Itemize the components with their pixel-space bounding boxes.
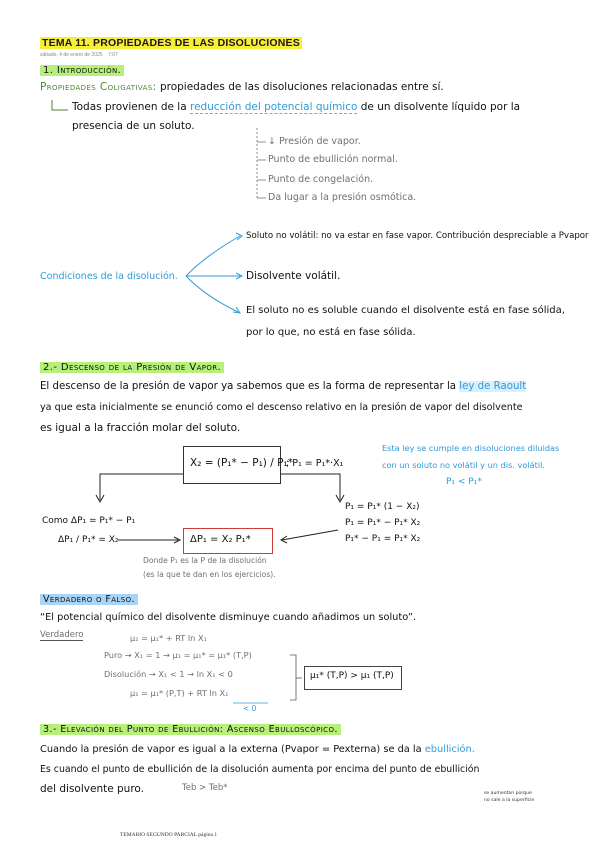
page-footer: TEMARIO SEGUNDO PARCIAL página 1 bbox=[120, 832, 218, 838]
lead-text: propiedades de las disoluciones relacionadas entre sí. bbox=[159, 81, 444, 93]
derivation-right-1: P₁ = P₁* (1 − X₂) bbox=[345, 502, 420, 512]
item-punto-congelacion: Punto de congelación. bbox=[268, 174, 374, 185]
section1-line3: presencia de un soluto. bbox=[72, 120, 195, 132]
section3-heading-text: 3.- Elevación del Punto de Ebullición: Ascenso Ebulloscópico. bbox=[40, 724, 341, 735]
section1-line2 bbox=[72, 101, 520, 113]
section2-heading bbox=[40, 362, 224, 373]
section2-p1b: ya que esta inicialmente se enunció como el descenso relativo en la presión de vapor del disolvente bbox=[40, 402, 523, 413]
conditions-arrow-up bbox=[186, 236, 240, 276]
side-note-1: se aumentan porque bbox=[484, 791, 532, 796]
truefalse-bracket bbox=[290, 655, 296, 700]
eq-puro: Puro → X₁ = 1 → μ₁ = μ₁* = μ₁* (T,P) bbox=[104, 650, 252, 660]
truefalse-heading bbox=[40, 594, 138, 605]
section3-heading bbox=[40, 724, 341, 735]
section3-p1a: Cuando la presión de vapor es igual a la externa (Pvapor = Pexterna) se da la bbox=[40, 744, 422, 755]
condition-disolvente-volatil: Disolvente volátil. bbox=[246, 270, 341, 282]
eq-mu1-pt: μ₁ = μ₁* (P,T) + RT ln X₁ bbox=[130, 688, 229, 698]
condition-soluto-no-soluble-a: El soluto no es soluble cuando el disolvente está en fase sólida, bbox=[246, 305, 565, 316]
derivation-left-1: Como ΔP₁ = P₁* − P₁ bbox=[42, 516, 136, 526]
section2-heading-text: 2.- Descenso de la Presión de Vapor. bbox=[40, 362, 224, 373]
truefalse-heading-text: Verdadero o Falso. bbox=[40, 594, 138, 605]
section1-lead bbox=[40, 81, 444, 93]
note-p1-menor: P₁ < P₁* bbox=[446, 477, 482, 487]
section3-p2: Es cuando el punto de ebullición de la disolución aumenta por encima del punto de ebullición bbox=[40, 764, 480, 775]
time-text: 7:07 bbox=[108, 52, 118, 58]
line2-pre: Todas provienen de la bbox=[72, 101, 187, 113]
side-note-2: no sale a la superficie bbox=[484, 798, 535, 803]
section1-heading-text: 1. Introducción. bbox=[40, 65, 124, 76]
condition-soluto-no-soluble-b: por lo que, no está en fase sólida. bbox=[246, 327, 416, 338]
truefalse-answer: Verdadero bbox=[40, 630, 84, 640]
lead-label: Propiedades Coligativas: bbox=[40, 81, 157, 93]
note-ley-diluidas: Esta ley se cumple en disoluciones diluidas bbox=[382, 443, 560, 453]
teb-inequality: Teb > Teb* bbox=[182, 783, 228, 793]
bracket-arrow-todas bbox=[52, 100, 68, 110]
eq-mu1: μ₁ = μ₁* + RT ln X₁ bbox=[130, 633, 207, 643]
formula-arrow-left bbox=[100, 474, 183, 500]
conditions-label: Condiciones de la disolución. bbox=[40, 271, 178, 282]
truefalse-quote: “El potencial químico del disolvente disminuye cuando añadimos un soluto”. bbox=[40, 612, 417, 623]
date-text: sábado, 4 de enero de 2025 bbox=[40, 52, 103, 58]
section1-heading bbox=[40, 65, 124, 76]
eq-less-zero: < 0 bbox=[243, 704, 257, 713]
condition-soluto-no-volatil: Soluto no volátil: no va estar en fase vapor. Contribución despreciable a Pvapor bbox=[246, 231, 589, 241]
truefalse-result: μ₁* (T,P) > μ₁ (T,P) bbox=[310, 671, 394, 681]
section2-p1c: es igual a la fracción molar del soluto. bbox=[40, 422, 241, 434]
eq-disolucion: Disolución → X₁ < 1 → ln X₁ < 0 bbox=[104, 669, 233, 679]
ebullicion-highlight: ebullición. bbox=[424, 744, 475, 755]
item-punto-ebullicion: Punto de ebullición normal. bbox=[268, 154, 398, 165]
p1a-text: El descenso de la presión de vapor ya sabemos que es la forma de representar la bbox=[40, 381, 457, 392]
note-ejercicios: (es la que te dan en los ejercicios). bbox=[143, 570, 276, 579]
formula-arrow-right bbox=[335, 474, 352, 478]
item-presion-vapor: ↓ Presión de vapor. bbox=[268, 136, 361, 147]
line2-post: de un disolvente líquido por la bbox=[360, 101, 521, 113]
raoult-formula-side: ; P₁ = P₁*·X₁ bbox=[286, 458, 344, 469]
ley-raoult-highlight: ley de Raoult bbox=[459, 381, 527, 392]
derivation-right-2: P₁ = P₁* − P₁* X₂ bbox=[345, 518, 421, 528]
section3-p3: del disolvente puro. bbox=[40, 783, 145, 795]
note-soluto-no-volatil: con un soluto no volátil y un dis. volátil. bbox=[382, 460, 546, 470]
conditions-arrow-down bbox=[186, 276, 238, 312]
raoult-formula: X₂ = (P₁* − P₁) / P₁* bbox=[190, 457, 293, 469]
page-title-text: TEMA 11. PROPIEDADES DE LAS DISOLUCIONES bbox=[42, 37, 300, 49]
date-stamp bbox=[40, 52, 118, 58]
note-donde-p1: Donde P₁ es la P de la disolución bbox=[143, 556, 267, 565]
result-formula: ΔP₁ = X₂ P₁* bbox=[190, 534, 251, 545]
derivation-left-2: ΔP₁ / P₁* = X₂ bbox=[58, 535, 119, 545]
section3-p1 bbox=[40, 744, 475, 755]
line2-highlight: reducción del potencial químico bbox=[190, 101, 358, 113]
derivation-right-3: P₁* − P₁ = P₁* X₂ bbox=[345, 534, 421, 544]
page-title bbox=[40, 37, 302, 49]
item-presion-osmotica: Da lugar a la presión osmótica. bbox=[268, 192, 417, 203]
section2-p1a bbox=[40, 381, 526, 392]
